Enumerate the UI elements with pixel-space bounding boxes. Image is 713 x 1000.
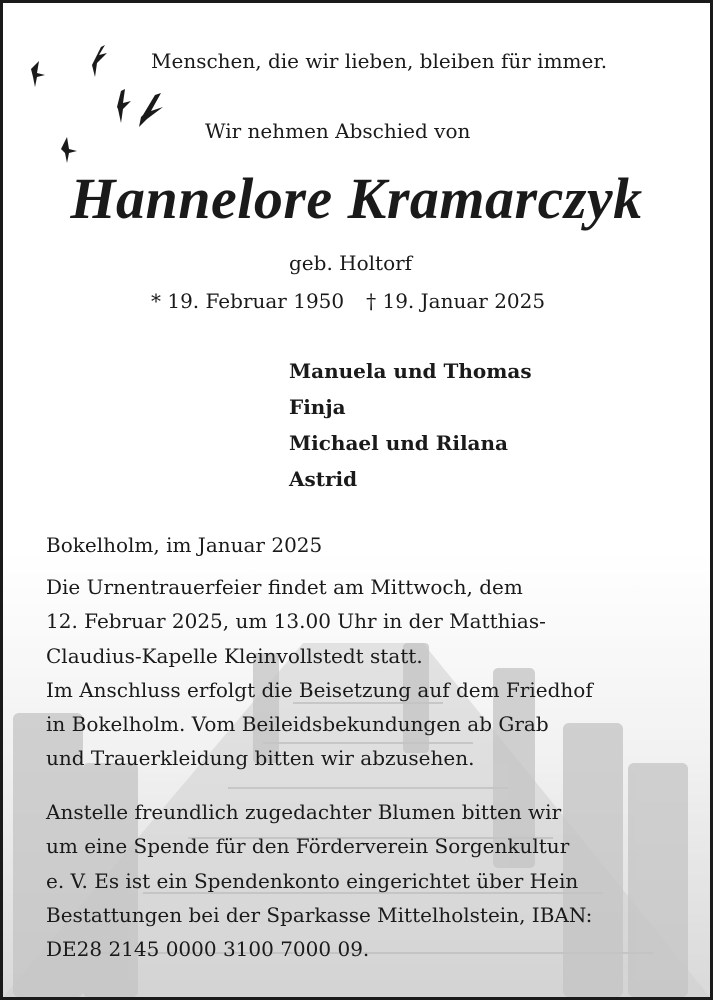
intro-text: Wir nehmen Abschied von [205,119,471,143]
death-date: † 19. Januar 2025 [366,289,546,313]
donation-info-line: e. V. Es ist ein Spendenkonto eingerichtet über Hein [46,868,579,893]
funeral-info-line: 12. Februar 2025, um 13.00 Uhr in der Matthias- [46,609,546,634]
donation-info-line: DE28 2145 0000 3100 7000 09. [46,937,370,962]
funeral-info-line: in Bokelholm. Vom Beileidsbekundungen ab Grab [46,712,549,737]
place-date: Bokelholm, im Januar 2025 [46,533,323,557]
funeral-info-line: Claudius-Kapelle Kleinvollstedt statt. [46,643,423,668]
deceased-name: Hannelore Kramarczyk [70,166,643,231]
funeral-info-line: Im Anschluss erfolgt die Beisetzung auf dem Friedhof [46,677,593,702]
mourner-item: Astrid [289,467,358,491]
birth-date: * 19. Februar 1950 [151,289,345,313]
donation-info-line: um eine Spende für den Förderverein Sorgenkultur [46,834,570,859]
mourners-list [289,353,532,497]
maiden-name: geb. Holtorf [289,251,413,275]
life-dates [151,289,545,313]
donation-info-line: Bestattungen bei der Sparkasse Mittelholstein, IBAN: [46,902,593,927]
flying-birds-icon [3,3,203,183]
funeral-info-line: und Trauerkleidung bitten wir abzusehen. [46,746,475,771]
funeral-info-line: Die Urnentrauerfeier findet am Mittwoch, dem [46,575,523,599]
mourner-item: Michael und Rilana [289,431,509,455]
donation-info-paragraph [46,795,686,966]
funeral-info-paragraph [46,570,686,776]
donation-info-line: Anstelle freundlich zugedachter Blumen bitten wir [46,800,562,824]
mourner-item: Finja [289,395,346,419]
motto-text: Menschen, die wir lieben, bleiben für immer. [151,49,608,73]
mourner-item: Manuela und Thomas [289,359,532,383]
